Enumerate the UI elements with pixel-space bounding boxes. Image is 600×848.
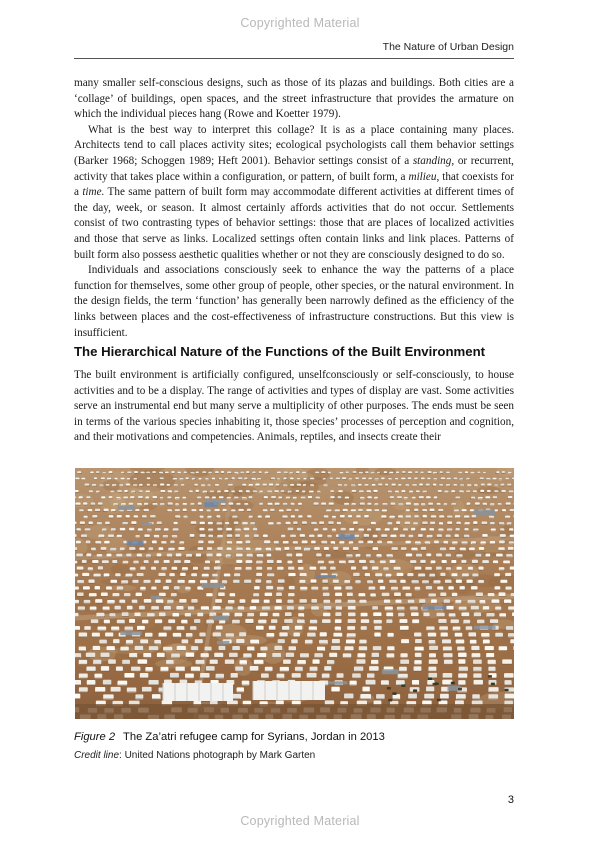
figure-caption — [74, 731, 514, 743]
header-rule — [74, 58, 514, 59]
paragraph-4: The built environment is artificially configured, unselfconsciously or self-consciously, to house activities and to be a display. The range of activities and types of display are vast. Some activities serve an instrumental end but many serve a multiplicity of other purposes. The ends must be seen in terms of the various species inhabiting it, those species’ processes of perception and cognition, and their motivations and competencies. Animals, reptiles, and insects create their — [74, 369, 514, 444]
paragraph-3: Individuals and associations consciously seek to enhance the way the patterns of a place function for themselves, some other group of people, other species, or the natural environment. In the design fields, the term ‘function’ has generally been narrowly defined as the efficiency of the links between places and the cost-effectiveness of infrastructure constructions. But this view is insufficient. — [74, 264, 514, 339]
figure-label: Figure 2 — [74, 731, 116, 743]
aerial-camp-photo — [75, 468, 514, 719]
watermark-bottom: Copyrighted Material — [240, 814, 360, 828]
paragraph-1: many smaller self-conscious designs, such as those of its plazas and buildings. Both cities are a ‘collage’ of buildings, open spaces, and the street infrastructure that provides the armature on which the individual pieces hang (Rowe and Koetter 1979). — [74, 77, 514, 121]
watermark-top: Copyrighted Material — [240, 16, 360, 30]
credit-text: : United Nations photograph by Mark Garten — [119, 750, 316, 761]
figure-photo-refugee-camp — [75, 468, 514, 719]
section-heading: The Hierarchical Nature of the Functions of the Built Environment — [74, 344, 486, 359]
page-number: 3 — [507, 794, 514, 806]
body-text-top — [74, 76, 514, 341]
figure-credit — [74, 750, 514, 761]
running-head: The Nature of Urban Design — [382, 41, 514, 53]
body-text-bottom — [74, 368, 514, 446]
credit-label: Credit line — [74, 750, 120, 761]
figure-caption-text: The Za’atri refugee camp for Syrians, Jordan in 2013 — [123, 731, 385, 743]
paragraph-2: What is the best way to interpret this collage? It is as a place containing many places. Architects tend to call places activity sites; ecological psychologists call them behavior settings (Barker 1968; Schoggen 1989; Heft 2001). Behavior settings consist of a standing, or recurrent, activity that takes place within a configuration, or pattern, of built form, a milieu, that coexists for a time. The same pattern of built form may accommodate different activities at different times of the day, week, or season. It almost certainly affords activities that do not occur. Settlements consist of two contrasting types of behavior settings: those that are places of localized activities and those that serve as links. Localized settings often contain links and link places. Patterns of built form also possess aesthetic qualities whether or not they are consciously designed to do so. — [74, 123, 514, 261]
